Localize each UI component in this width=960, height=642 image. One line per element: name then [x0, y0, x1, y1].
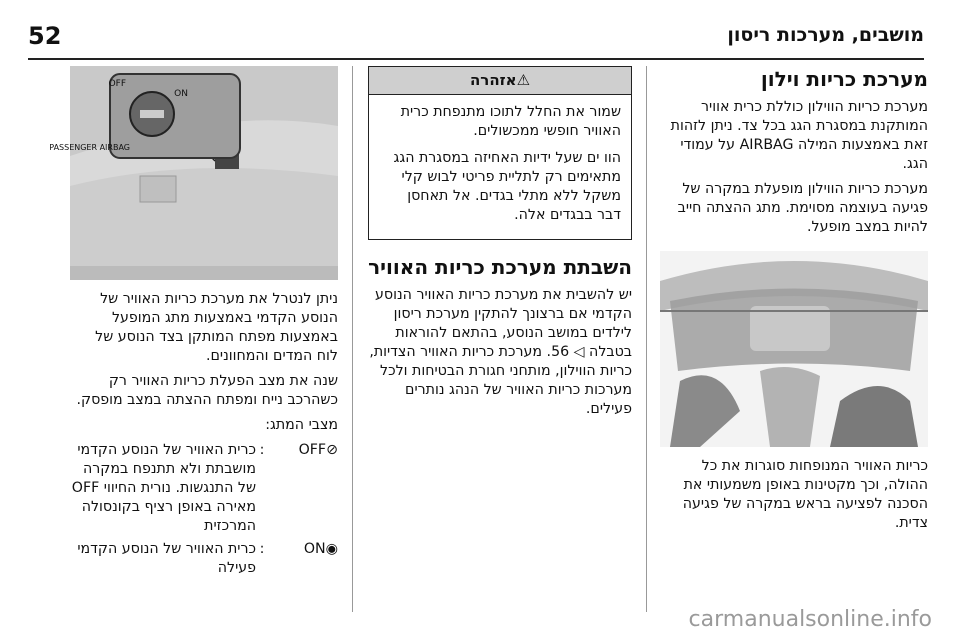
state-off-label: OFF: [298, 442, 327, 458]
airbag-off-icon: ⊘: [326, 442, 338, 458]
warning-box: [368, 66, 632, 240]
paragraph: שנה את מצב הפעלת כריות האוויר רק כשהרכב נייח ומפתח ההצתה במצב מופסק.: [76, 373, 338, 408]
column-curtain-airbag: [660, 66, 928, 539]
column-divider: [646, 66, 647, 612]
warning-title: אזהרה: [469, 71, 517, 89]
paragraph: יש להשבית את מערכת כריות האוויר הנוסע הקדמי אם ברצונך להתקין מערכת ריסון לילדים במושב הנוסע, בהתאם להוראות בטבלה ◁ 56. מערכת כריות האוויר הצדיות, כריות הווילון, מותחני חגורת הבטיחות ולכל מערכות כריות האוויר של הנהג נותרים פעילים.: [369, 287, 632, 417]
warning-icon: ⚠: [516, 71, 531, 89]
section-heading: השבתת מערכת כריות האוויר: [368, 255, 632, 279]
page-header: [28, 22, 924, 60]
state-on-label: ON: [303, 541, 326, 557]
switch-on-label: ON: [174, 89, 188, 99]
warning-text: הוו ים שעל ידיות האחיזה במסגרת הגג מתאימים רק לתליית פריטי לבוש קלי משקל ללא מתלי בגדים. אל תאחסן דבר בבגדים אלה.: [393, 150, 621, 223]
column-switch: [49, 66, 338, 582]
paragraph: מערכת כריות הווילון כוללת כרית אוויר המותקנת במסגרת הגג בכל צד. ניתן לזהות זאת באמצעות המילה AIRBAG על עמודי הגג.: [670, 99, 928, 172]
airbag-switch-photo: [49, 66, 338, 280]
paragraph: ניתן לנטרל את מערכת כריות האוויר של הנוסע הקדמי באמצעות מתג המופעל באמצעות מפתח המותקן בצד הנוסע של לוח המדים והמחוונים.: [95, 291, 338, 364]
switch-off-label: OFF: [108, 79, 126, 89]
section-heading: מערכת כריות וילון: [760, 67, 928, 91]
warning-header: [369, 67, 631, 95]
state-off: ⊘OFF : כרית האוויר של הנוסע הקדמי מושבתת ולא תתנפח במקרה של התנגשות. נורית החיווי OFF מאירה באופן רציף בקונסולה המרכזית: [71, 442, 338, 534]
warning-text: שמור את החלל לתוכו מתנפחת כרית האוויר חופשי ממכשולים.: [400, 104, 621, 139]
page-number: 52: [28, 22, 62, 50]
column-deactivation: [368, 66, 632, 425]
states-title: מצבי המתג:: [265, 417, 338, 433]
column-divider: [352, 66, 353, 612]
photo-caption: כריות האוויר המנופחות סוגרות את כל ההולה, וכך מקטינות באופן משמעותי את הסכנה לפציעה בראש במקרה של פגיעה צדית.: [682, 458, 928, 531]
paragraph: מערכת כריות הווילון מופעלת במקרה של פגיעה בעוצמה מסוימת. מתג ההצתה חייב להיות במצב מופעל.: [677, 181, 928, 235]
state-on-description: כרית האוויר של הנוסע הקדמי פעילה: [77, 541, 256, 576]
state-on: ◉ON : כרית האוויר של הנוסע הקדמי פעילה: [70, 540, 338, 578]
watermark: carmanualsonline.info: [688, 607, 932, 632]
switch-caption: PASSENGER AIRBAG: [49, 143, 130, 152]
state-off-description: כרית האוויר של הנוסע הקדמי מושבתת ולא תתנפח במקרה של התנגשות. נורית החיווי OFF מאירה באופן רציף בקונסולה המרכזית: [71, 442, 256, 534]
airbag-on-icon: ◉: [325, 541, 338, 557]
chapter-title: מושבים, מערכות ריסון: [727, 24, 924, 46]
curtain-airbag-illustration: [660, 251, 928, 447]
